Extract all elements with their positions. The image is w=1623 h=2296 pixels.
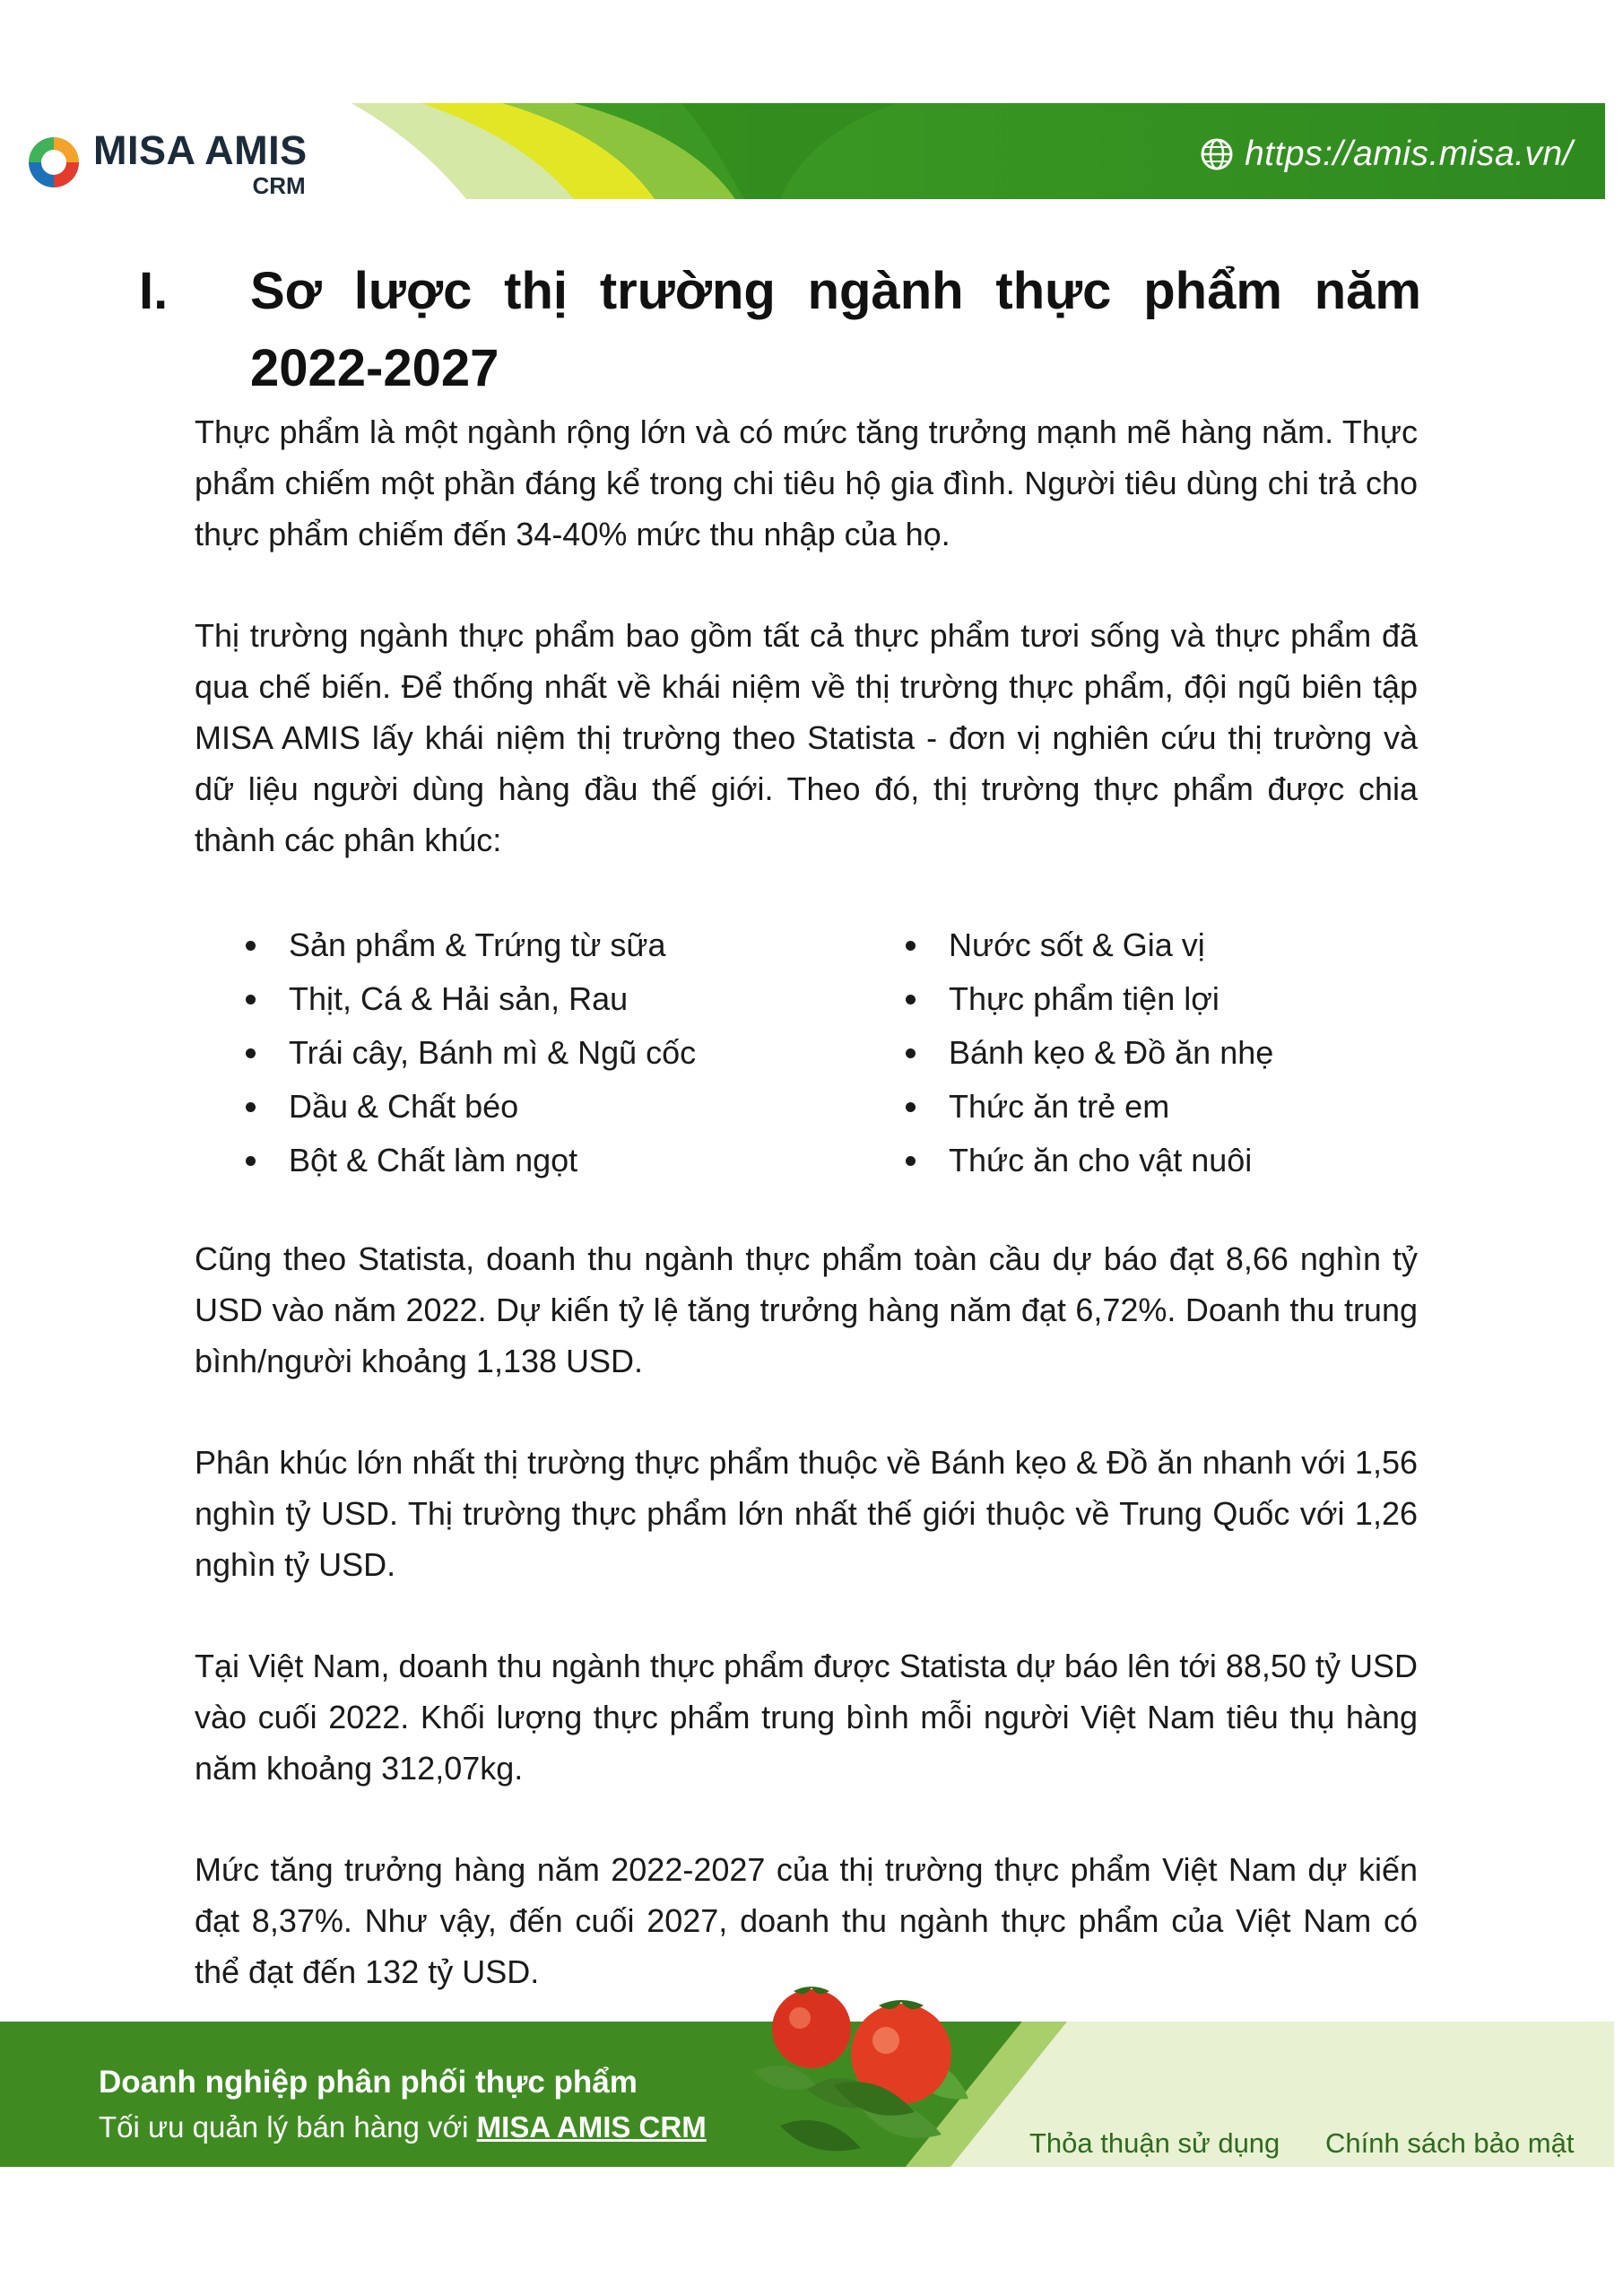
list-item: Thức ăn cho vật nuôi [949,1134,1273,1187]
list-item: Bánh kẹo & Đồ ăn nhẹ [949,1026,1273,1080]
privacy-policy-link[interactable]: Chính sách bảo mật [1325,2127,1575,2159]
section-title: Sơ lược thị trường ngành thực phẩm năm 2022-2027 [250,262,1421,397]
list-item: Dầu & Chất béo [289,1080,696,1134]
page-footer [0,1955,1623,2197]
terms-of-use-link[interactable]: Thỏa thuận sử dụng [1029,2127,1280,2159]
list-item: Thực phẩm tiện lợi [949,972,1273,1026]
list-item: Nước sốt & Gia vị [949,918,1273,972]
website-link[interactable] [1200,135,1573,174]
website-url[interactable]: https://amis.misa.vn/ [1245,135,1573,173]
paragraph-market-definition: Thị trường ngành thực phẩm bao gồm tất cả thực phẩm tươi sống và thực phẩm đã qua chế biến. Để thống nhất về khái niệm về thị trường thực phẩm, đội ngũ biên tập MISA AMIS lấy khái niệm thị trường theo Statista - đơn vị nghiên cứu thị trường và dữ liệu người dùng hàng đầu thế giới. Theo đó, thị trường thực phẩm được chia thành các phân khúc: [195,617,1418,858]
logo-product-text: CRM [252,172,306,199]
list-item: Thịt, Cá & Hải sản, Rau [289,972,696,1026]
paragraph-vietnam-revenue: Tại Việt Nam, doanh thu ngành thực phẩm được Statista dự báo lên tới 88,50 tỷ USD vào cuối 2022. Khối lượng thực phẩm trung bình mỗi người Việt Nam tiêu thụ hàng năm khoảng 312,07kg. [195,1648,1418,1787]
misa-amis-logo[interactable] [23,127,308,199]
footer-subtitle-text: Tối ưu quản lý bán hàng với [99,2110,477,2144]
page-header [0,0,1623,233]
list-item: Trái cây, Bánh mì & Ngũ cốc [289,1026,696,1080]
footer-subtitle [99,2108,707,2147]
footer-title: Doanh nghiệp phân phối thực phẩm [99,2065,638,2100]
section-number: I. [139,262,169,320]
list-item: Thức ăn trẻ em [949,1080,1273,1134]
logo-brand-text: MISA AMIS [93,127,308,173]
segment-list-left [289,918,696,1187]
paragraph-vietnam-growth: Mức tăng trưởng hàng năm 2022-2027 của thị trường thực phẩm Việt Nam dự kiến đạt 8,37%. Như vậy, đến cuối 2027, doanh thu ngành thực phẩm của Việt Nam có thể đạt đến 132 tỷ USD. [195,1851,1418,1990]
paragraph-intro: Thực phẩm là một ngành rộng lớn và có mức tăng trưởng mạnh mẽ hàng năm. Thực phẩm chiếm một phần đáng kể trong chi tiêu hộ gia đình. Người tiêu dùng chi trả cho thực phẩm chiếm đến 34-40% mức thu nhập của họ. [195,413,1418,552]
list-item: Bột & Chất làm ngọt [289,1134,696,1187]
misa-logo-icon [23,132,84,193]
segment-list-right [949,918,1273,1187]
paragraph-largest-segment: Phân khúc lớn nhất thị trường thực phẩm thuộc về Bánh kẹo & Đồ ăn nhanh với 1,56 nghìn tỷ USD. Thị trường thực phẩm lớn nhất thế giới thuộc về Trung Quốc với 1,26 nghìn tỷ USD. [195,1444,1418,1583]
crm-cta-link[interactable]: MISA AMIS CRM [476,2110,707,2144]
globe-icon [1200,137,1234,171]
paragraph-global-revenue: Cũng theo Statista, doanh thu ngành thực phẩm toàn cầu dự báo đạt 8,66 nghìn tỷ USD vào năm 2022. Dự kiến tỷ lệ tăng trưởng hàng năm đạt 6,72%. Doanh thu trung bình/người khoảng 1,138 USD. [195,1240,1418,1379]
list-item: Sản phẩm & Trứng từ sữa [289,918,696,972]
